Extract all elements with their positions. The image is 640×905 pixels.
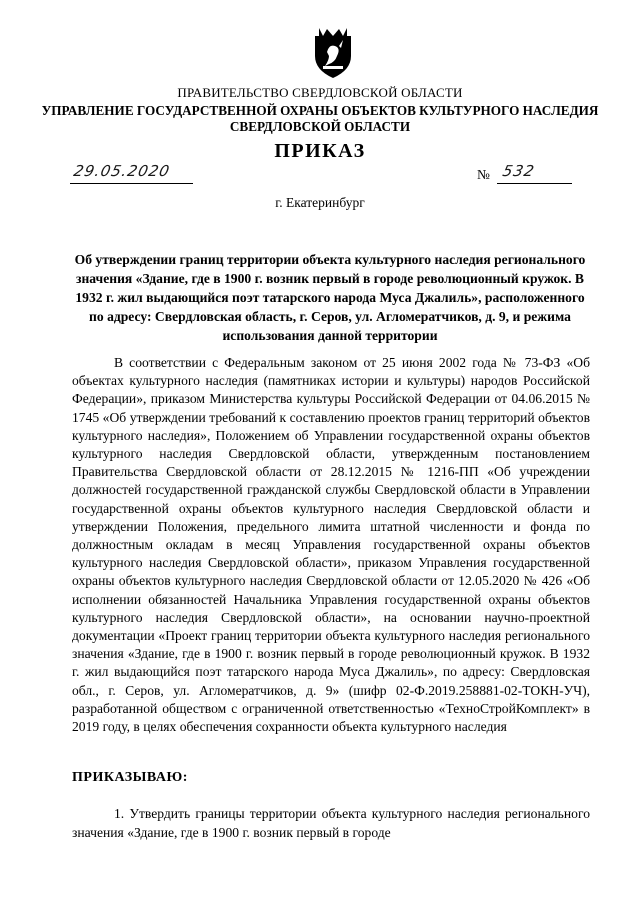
document-type: ПРИКАЗ [274, 140, 366, 162]
city-name: г. Екатеринбург [275, 195, 365, 210]
number-label: № [477, 167, 490, 182]
order-word: ПРИКАЗЫВАЮ: [72, 770, 188, 785]
number-field [497, 162, 572, 184]
order-item-1: 1. Утвердить границы территории объекта культурного наследия регионального значения «Здание, где в 1900 г. возник первый в городе [72, 806, 590, 840]
date-field [70, 162, 193, 184]
government-name: ПРАВИТЕЛЬСТВО СВЕРДЛОВСКОЙ ОБЛАСТИ [177, 85, 463, 100]
coat-of-arms-icon [305, 22, 361, 80]
department-line-2: СВЕРДЛОВСКОЙ ОБЛАСТИ [229, 119, 411, 134]
handwritten-number: 532 [501, 162, 537, 180]
handwritten-date: 29.05.2020 [72, 162, 172, 180]
department-line-1: УПРАВЛЕНИЕ ГОСУДАРСТВЕННОЙ ОХРАНЫ ОБЪЕКТОВ КУЛЬТУРНОГО НАСЛЕДИЯ [41, 103, 599, 118]
order-subject: Об утверждении границ территории объекта культурного наследия регионального значения «Здание, где в 1900 г. возник первый в городе революционный кружок. В 1932 г. жил выдающийся поэт татарского народа Муса Джалиль», расположенного по адресу: Свердловская область, г. Серов, ул. Агломератчиков, д. 9, и режима использования данной территории [74, 252, 586, 343]
preamble-text: В соответствии с Федеральным законом от 25 июня 2002 года № 73-ФЗ «Об объектах культурного наследия (памятниках истории и культуры) народов Российской Федерации», приказом Министерства культуры Российской Федерации от 04.06.2015 № 1745 «Об утверждении требований к составлению проектов границ территорий объектов культурного наследия», Положением об Управлении государственной охраны объектов культурного наследия Свердловской области, утвержденным постановлением Правительства Свердловской области от 28.12.2015 № 1216-ПП «Об учреждении должностей государственной гражданской службы Свердловской области в Управлении государственной охраны объектов культурного наследия Свердловской области и утверждении Положения, предельного лимита штатной численности и фонда по должностным окладам в месяц Управления государственной охраны объектов культурного наследия Свердловской области», приказом Управления государственной охраны объектов культурного наследия Свердловской области от 12.05.2020 № 426 «Об исполнении обязанностей Начальника Управления государственной охраны объектов культурного наследия Свердловской области», на основании научно-проектной документации «Проект границ территории объекта культурного наследия регионального значения «Здание, где в 1900 г. возник первый в городе революционный кружок. В 1932 г. жил выдающийся поэт татарского народа Муса Джалиль», по адресу: Свердловская обл., г. Серов, ул. Агломератчиков, д. 9» (шифр 02-Ф.2019.258881-02-ТОКН-УЧ), разработанной обществом с ограниченной ответственностью «ТехноСтройКомплект» в 2019 году, в целях обеспечения сохранности объекта культурного наследия [72, 355, 590, 735]
department-name [0, 103, 640, 135]
